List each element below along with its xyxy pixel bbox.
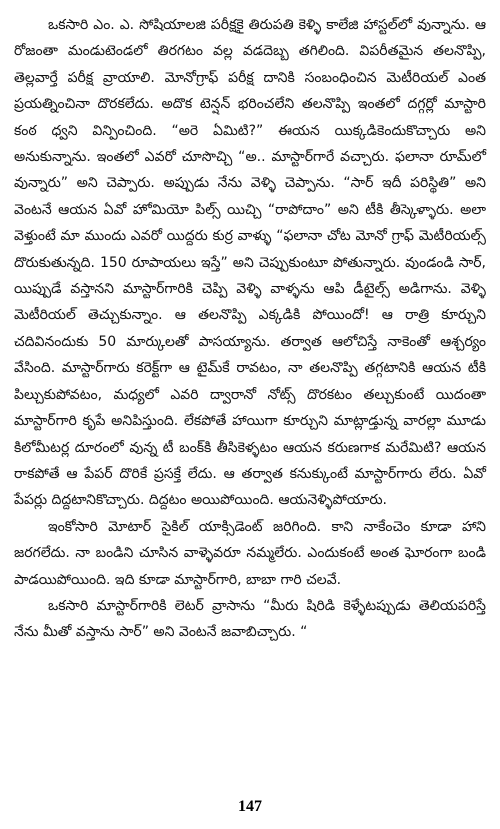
paragraph-1: ఒకసారి ఎం. ఎ. సోషియాలజి పరీక్షకై తిరుపతి కెళ్ళి కాలేజి హాస్టల్‌లో వున్నాను. ఆ రోజంతా మండుటెండలో తిరగటం వల్ల వడదెబ్బ తగిలింది. విపరీతమైన తలనొప్పి, తెల్లవార్తే పరీక్ష వ్రాయాలి. మోనోగ్రాఫ్ పరీక్ష దానికి సంబంధించిన మెటీరియల్ ఎంత ప్రయత్నించినా దొరకలేదు. అదొక టెన్షన్ భరించలేని తలనొప్పి ఇంతలో దగ్గర్లో మాస్టారి కంఠ ధ్వని విన్పించింది. “అరె ఏమిటి?” ఈయన యిక్కడికెందుకొచ్చారు అని అనుకున్నాను. ఇంతలో ఎవరో చూసొచ్చి “అ.. మాస్టార్‌గారే వచ్చారు. ఫలానా రూమ్‌లో వున్నారు” అని చెప్పారు. అప్పుడు నేను వెళ్ళి చెప్పాను. “సార్ ఇదీ పరిస్థితి” అని వెంటనే ఆయన ఏవో హోమియో పిల్స్ యిచ్చి “రాపోదాం” అని టీకి తీస్కెళ్ళారు. అలా వెళ్తుంటే మా ముందు ఎవరో యిద్దరు కుర్ర వాళ్ళు “ఫలానా చోట మోనో గ్రాఫ్ మెటీరియల్స్ దొరుకుతున్నది. 150 రూపాయలు ఇస్తే” అని చెప్పుకుంటూ పోతున్నారు. వుండండి సార్, యిప్పుడే వస్తానని మాస్టార్‌గారికి చెప్పి వెళ్ళి వాళ్ళను ఆపి డీటైల్స్ అడిగాను. వెళ్ళి మెటీరియల్ తెచ్చుకున్నాం. ఆ తలనొప్పి ఎక్కడికి పోయిందో! ఆ రాత్రి కూర్చుని చదివినందుకు 50 మార్కులతో పాసయ్యాను. తర్వాత ఆలోచిస్తే నాకెంతో ఆశ్చర్యం వేసింది. మాస్టార్‌గారు కరెక్ట్‌గా ఆ టైమ్‌కే రావటం, నా తలనొప్పి తగ్గటానికి ఆయన టీకి పిల్చుకుపోవటం, మధ్యలో ఎవరి ద్వారానో నోట్స్ దొరకటం తల్చుకుంటే యిదంతా మాస్టార్‌గారి కృపే అనిపిస్తుంది. లేకపోతే హాయిగా కూర్చుని మాట్లాడ్తున్న వారల్లా మూడు కిలోమీటర్ల దూరంలో వున్న టీ బంక్‌కి తీసికెళ్ళటం ఆయన కరుణగాక మరేమిటి? ఆయన రాకపోతే ఆ పేపర్ దొరికే ప్రసక్తే లేదు. ఆ తర్వాత కనుక్కుంటే మాస్టార్‌గారు లేరు. ఏవో పేపర్లు దిద్దటానికొచ్చారు. దిద్దటం అయిపోయింది. ఆయనెళ్ళిపోయారు. [14,17,486,509]
paragraph-2: ఇంకోసారి మోటార్ సైకిల్ యాక్సిడెంట్ జరిగింది. కాని నాకేంచెం కూడా హాని జరగలేదు. నా బండిని చూసిన వాళ్ళెవరూ నమ్మలేరు. ఎందుకంటే అంత ఘోరంగా బండి పాడయిపోయింది. ఇది కూడా మాస్టార్‌గారి, బాబా గారి చలవే. [14,518,486,588]
page-number: 147 [238,798,262,815]
body-text [14,12,486,646]
paragraph-3: ఒకసారి మాస్టార్‌గారికి లెటర్ వ్రాసాను “మీరు షిరిడి కెళ్ళేటప్పుడు తెలియపరిస్తే నేను మీతో వస్తాను సార్” అని వెంటనే జవాబిచ్చారు. “ [14,597,486,641]
